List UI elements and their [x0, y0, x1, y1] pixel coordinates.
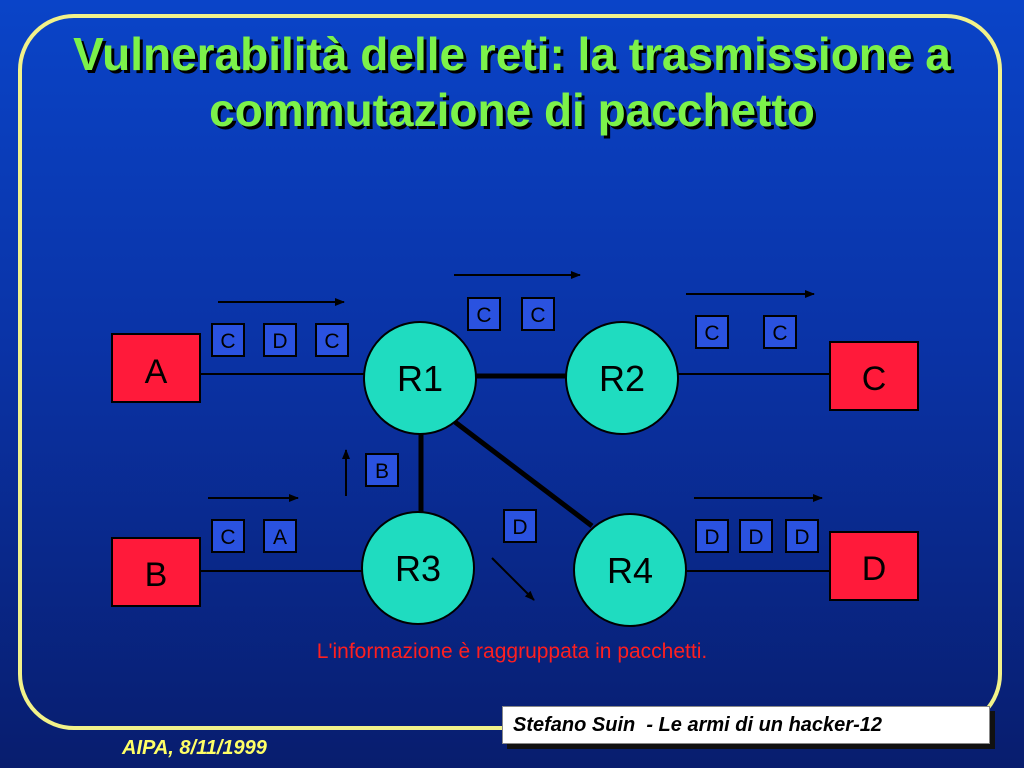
packet-label: C [476, 304, 492, 327]
packet-group-r3-to-r1 [366, 454, 398, 486]
router-r4 [574, 514, 686, 626]
packet [696, 520, 728, 552]
packet-group-b-to-r3 [212, 520, 296, 552]
packet [468, 298, 500, 330]
router-r4-label: R4 [606, 550, 654, 591]
packet-label: B [374, 460, 390, 483]
packet-label: D [748, 526, 764, 549]
packet-group-a-to-r1 [212, 324, 348, 356]
packet [366, 454, 398, 486]
host-b [112, 538, 200, 606]
packet-group-r1-to-r2 [468, 298, 554, 330]
arrow-r1-to-r4 [492, 558, 534, 600]
host-a [112, 334, 200, 402]
router-r3 [362, 512, 474, 624]
router-r1-label: R1 [396, 358, 444, 399]
host-d [830, 532, 918, 600]
packet [212, 520, 244, 552]
packet-label: D [512, 516, 528, 539]
packet [786, 520, 818, 552]
slide-title: Vulnerabilità delle reti: la trasmissione a commutazione di pacchetto [73, 28, 951, 136]
host-d-label: D [861, 550, 887, 588]
packet [522, 298, 554, 330]
packet [212, 324, 244, 356]
packet [764, 316, 796, 348]
packet-label: C [220, 526, 236, 549]
footer-box: Stefano Suin - Le armi di un hacker-12 [502, 706, 990, 744]
packet-label: D [704, 526, 720, 549]
packet-label: D [794, 526, 810, 549]
host-b-label: B [144, 556, 168, 594]
packet-label: C [772, 322, 788, 345]
packet-label: A [272, 526, 288, 549]
packet [316, 324, 348, 356]
packet [696, 316, 728, 348]
caption: L'informazione è raggruppata in pacchetti. [316, 640, 708, 663]
packet-label: C [324, 330, 340, 353]
packet-label: D [272, 330, 288, 353]
host-c-label: C [861, 360, 887, 398]
packet-group-r3-to-r4 [504, 510, 536, 542]
router-r2-label: R2 [598, 358, 646, 399]
host-a-label: A [144, 353, 168, 391]
router-r1 [364, 322, 476, 434]
packet [740, 520, 772, 552]
packet-group-r2-to-c [696, 316, 796, 348]
packet [504, 510, 536, 542]
packet [264, 324, 296, 356]
packet-label: C [704, 322, 720, 345]
date-label: AIPA, 8/11/1999 [122, 737, 267, 759]
router-r2 [566, 322, 678, 434]
packet-group-r4-to-d [696, 520, 818, 552]
router-r3-label: R3 [394, 548, 442, 589]
packet-label: C [220, 330, 236, 353]
packet [264, 520, 296, 552]
host-c [830, 342, 918, 410]
packet-label: C [530, 304, 546, 327]
